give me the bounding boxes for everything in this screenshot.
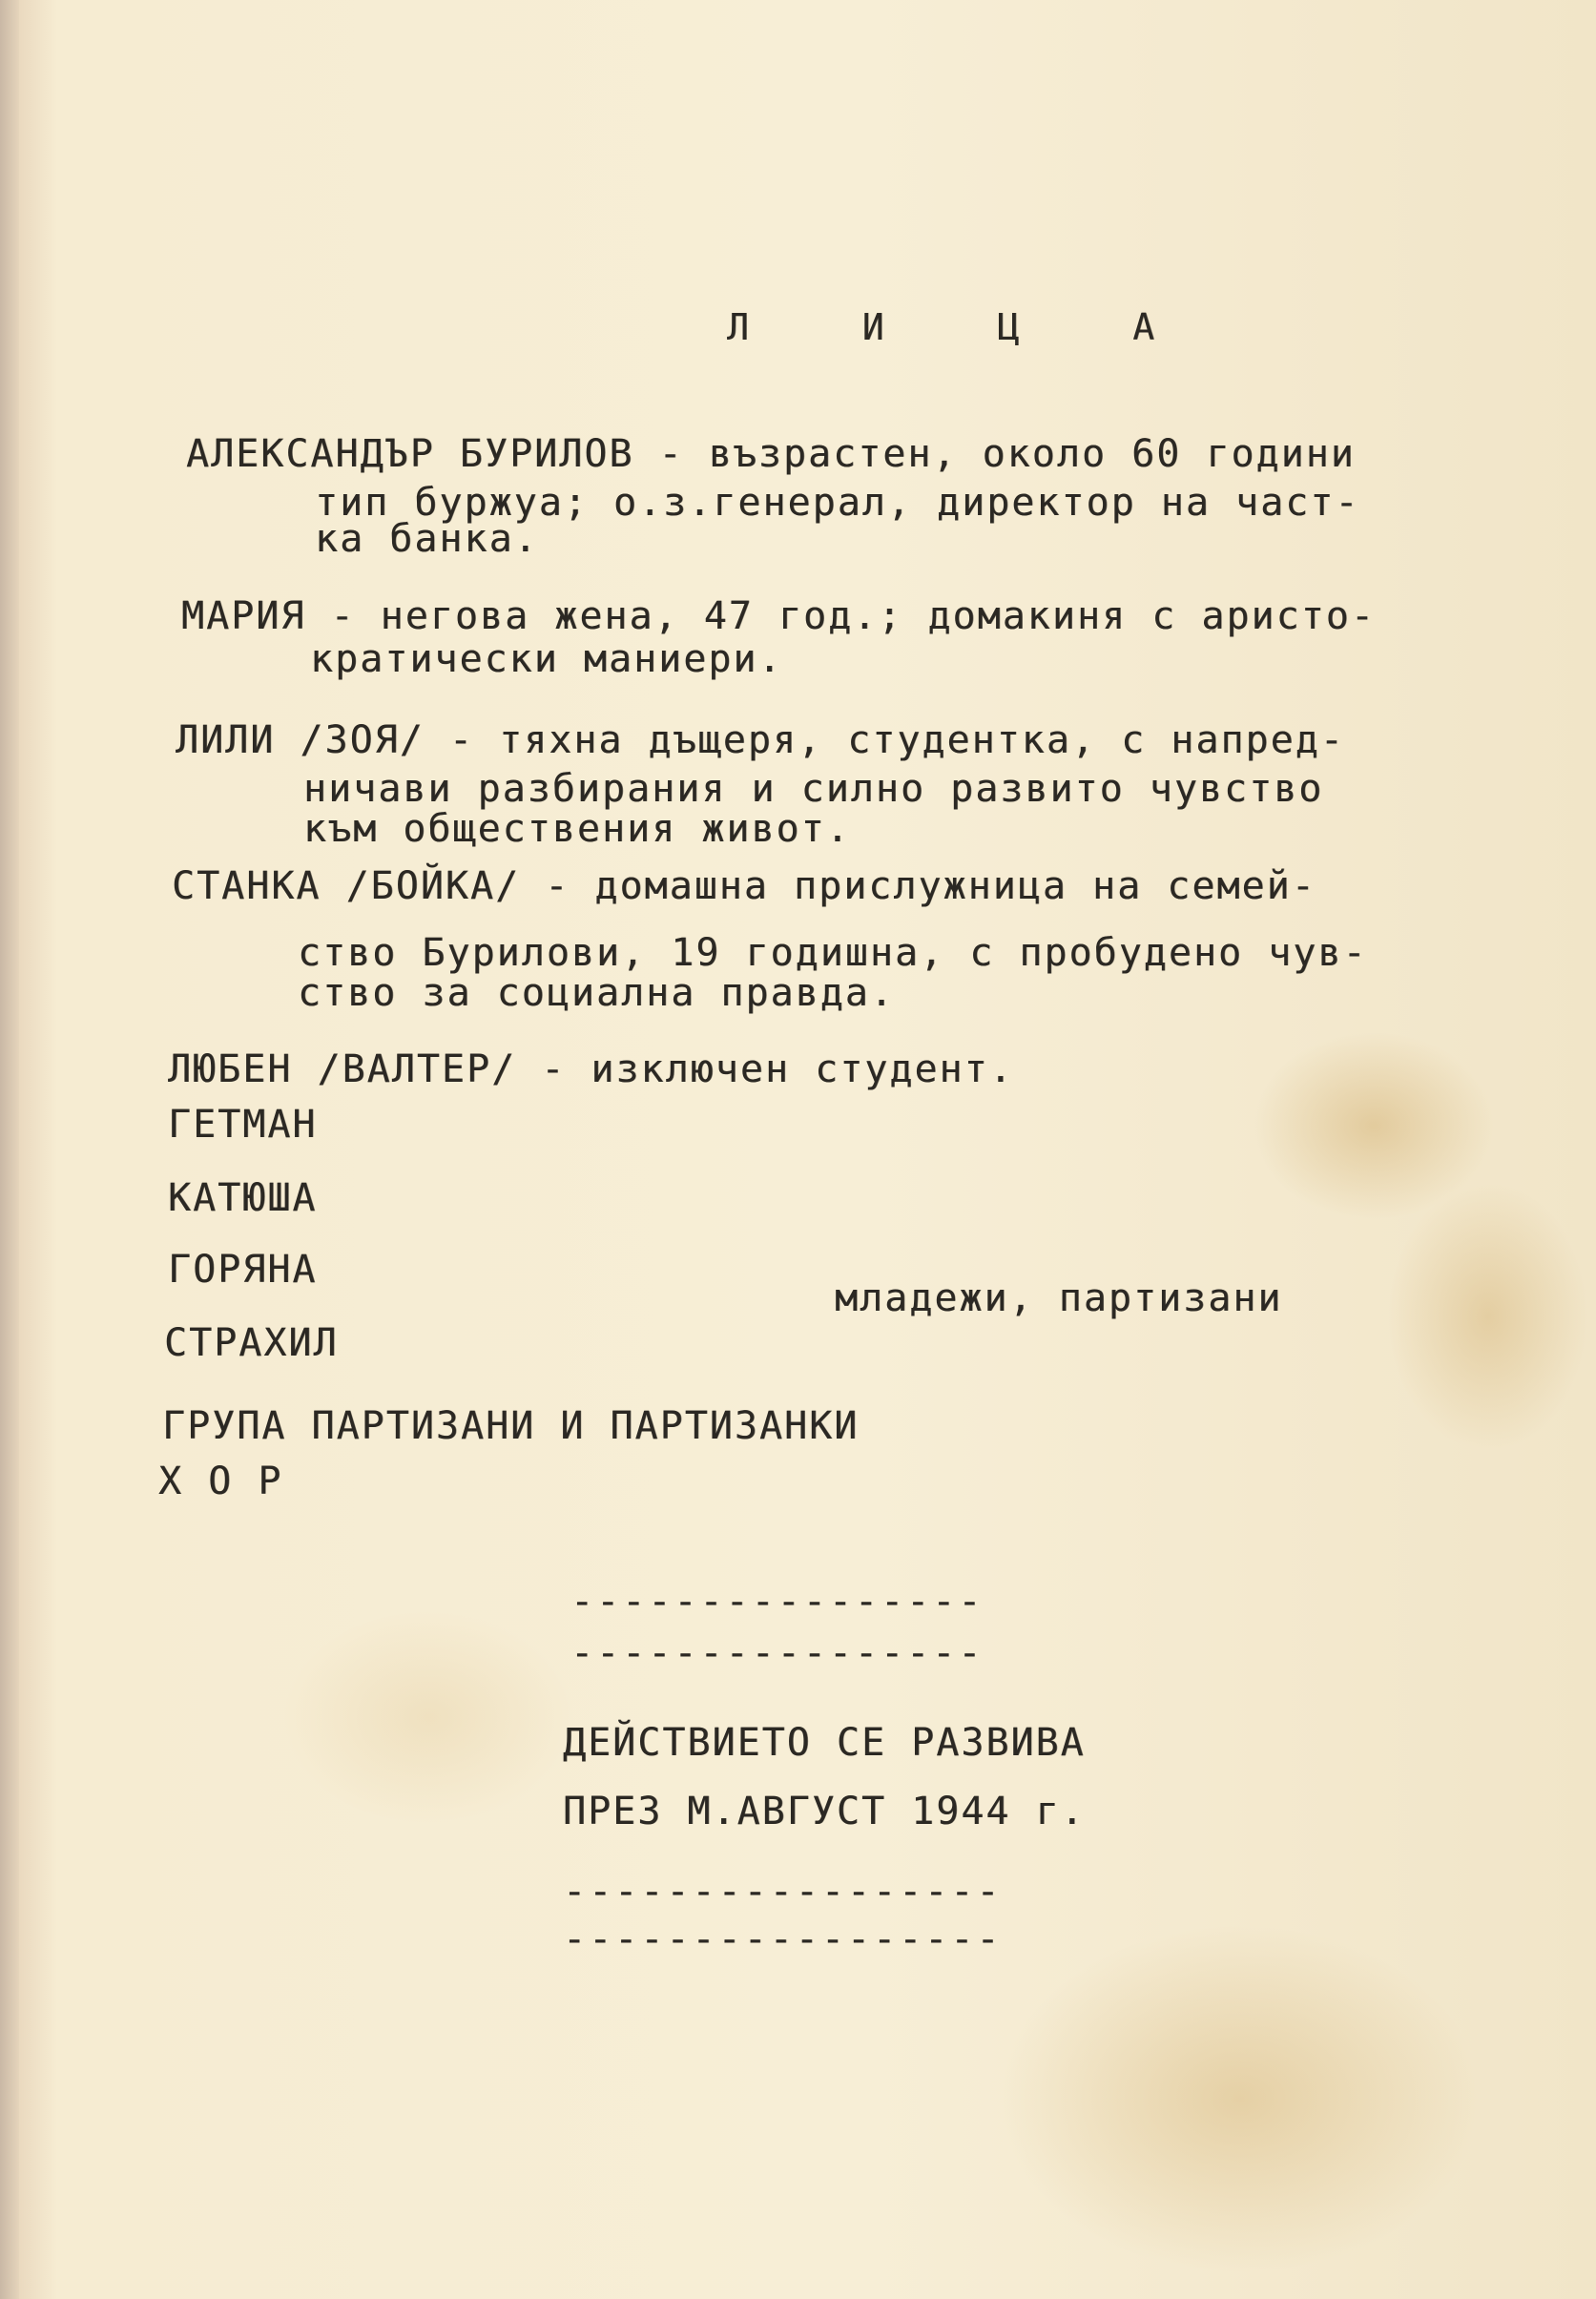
partisan-name: СТРАХИЛ [164,1321,339,1365]
character-entry-line: тип буржуа; о.з.генерал, директор на част- [315,481,1360,525]
character-entry-line: ство Бурилови, 19 годишна, с пробудено чув- [298,931,1368,975]
character-entry-line: МАРИЯ - негова жена, 47 год.; домакиня с аристо- [181,594,1376,638]
character-entry-line: кратически маниери. [310,637,783,681]
divider-line: ----------------- [563,1917,1003,1961]
setting-line: ПРЕЗ М.АВГУСТ 1944 г. [563,1790,1086,1833]
character-entry-line: СТАНКА /БОЙКА/ - домашна прислужница на семей- [172,864,1316,908]
partisan-name: ГЕТМАН [168,1103,318,1147]
character-entry-line: ка банка. [315,517,539,561]
page-title: Л И Ц А [727,306,1201,348]
character-entry-line: към обществения живот. [303,807,851,851]
partisan-name: КАТЮША [168,1176,318,1220]
page-spine [0,0,19,2299]
partisan-name: ГОРЯНА [168,1248,318,1292]
chorus-line: Х О Р [158,1460,283,1503]
character-entry-line: АЛЕКСАНДЪР БУРИЛОВ - възрастен, около 60 години [186,432,1356,476]
character-entry-line: ничави разбирания и силно развито чувство [303,767,1324,811]
divider-line: ---------------- [570,1631,985,1675]
group-line: ГРУПА ПАРТИЗАНИ И ПАРТИЗАНКИ [162,1404,860,1448]
character-entry-line: ЛЮБЕН /ВАЛТЕР/ - изключен студент. [168,1047,1014,1091]
character-entry-line: ство за социална правда. [298,971,895,1015]
setting-line: ДЕЙСТВИЕТО СЕ РАЗВИВА [563,1721,1086,1765]
partisans-note: младежи, партизани [835,1276,1283,1320]
divider-line: ----------------- [563,1870,1003,1914]
divider-line: ---------------- [570,1580,985,1624]
character-entry-line: ЛИЛИ /ЗОЯ/ - тяхна дъщеря, студентка, с напред- [176,718,1345,762]
